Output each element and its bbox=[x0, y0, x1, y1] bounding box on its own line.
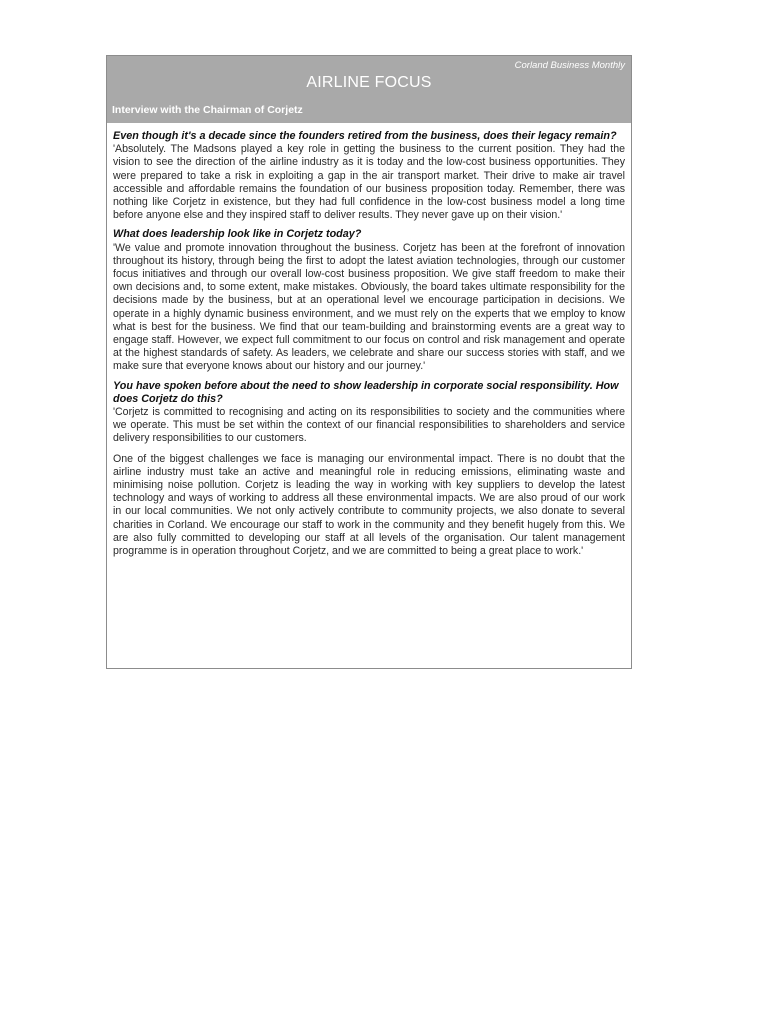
qa-section bbox=[113, 130, 625, 222]
article-subtitle: Interview with the Chairman of Corjetz bbox=[112, 104, 303, 116]
interview-answer: 'We value and promote innovation throughout the business. Corjetz has been at the forefront of innovation throughout its history, through being the first to adopt the latest aviation technologies, through our customer focus initiatives and through our overall low-cost business proposition. We give staff freedom to make their own decisions and, to some extent, make mistakes. Obviously, the board takes ultimate responsibility for the decisions made by the business, but at an operational level we encourage participation in decisions. We operate in a highly dynamic business environment, and we must rely on the experts that we employ to know what is best for the business. We find that our team-building and brainstorming events are a great way to engage staff. However, we expect full commitment to our focus on control and risk management and operate at the highest standards of safety. As leaders, we celebrate and share our success stories with staff, and we make sure that everyone knows about our history and our journey.' bbox=[113, 241, 625, 373]
qa-section bbox=[113, 228, 625, 373]
interview-question: You have spoken before about the need to show leadership in corporate social responsibility. How does Corjetz do this? bbox=[113, 379, 619, 405]
interview-answer: 'Absolutely. The Madsons played a key role in getting the business to the current position. They had the vision to see the direction of the airline industry as it is today and the low-cost business opportunities. They were prepared to take a risk in exploiting a gap in the air transport market. Their drive to make air travel accessible and affordable remains the foundation of our business proposition today. Remember, there was nothing like Corjetz in existence, but they had full confidence in the low-cost business model a long time before anyone else and they inspired staff to deliver results. They never gave up on their vision.' bbox=[113, 143, 625, 222]
interview-answer: 'Corjetz is committed to recognising and acting on its responsibilities to society and the communities where we operate. This must be set within the context of our financial responsibilities to shareholders and service delivery responsibilities to our customers. bbox=[113, 406, 625, 445]
qa-section bbox=[113, 380, 625, 559]
interview-question: Even though it's a decade since the founders retired from the business, does their legacy remain? bbox=[113, 130, 617, 142]
article-box bbox=[106, 55, 632, 669]
article-header bbox=[107, 56, 631, 123]
article-body bbox=[107, 123, 631, 558]
interview-answer: One of the biggest challenges we face is managing our environmental impact. There is no doubt that the airline industry must take an active and meaningful role in reducing emissions, eliminating waste and minimising noise pollution. Corjetz is leading the way in working with key suppliers to develop the latest technology and ways of working to address all these environmental impacts. We are also proud of our work in our local communities. We not only actively contribute to community projects, we also donate to several charities in Corland. We encourage our staff to work in the community and they benefit hugely from this. We are also fully committed to developing our staff at all levels of the organisation. Our talent management programme is in operation throughout Corjetz, and we are committed to being a great place to work.' bbox=[113, 452, 625, 558]
article-title: AIRLINE FOCUS bbox=[306, 74, 432, 91]
interview-question: What does leadership look like in Corjetz today? bbox=[113, 228, 362, 241]
publication-name: Corland Business Monthly bbox=[514, 60, 625, 71]
